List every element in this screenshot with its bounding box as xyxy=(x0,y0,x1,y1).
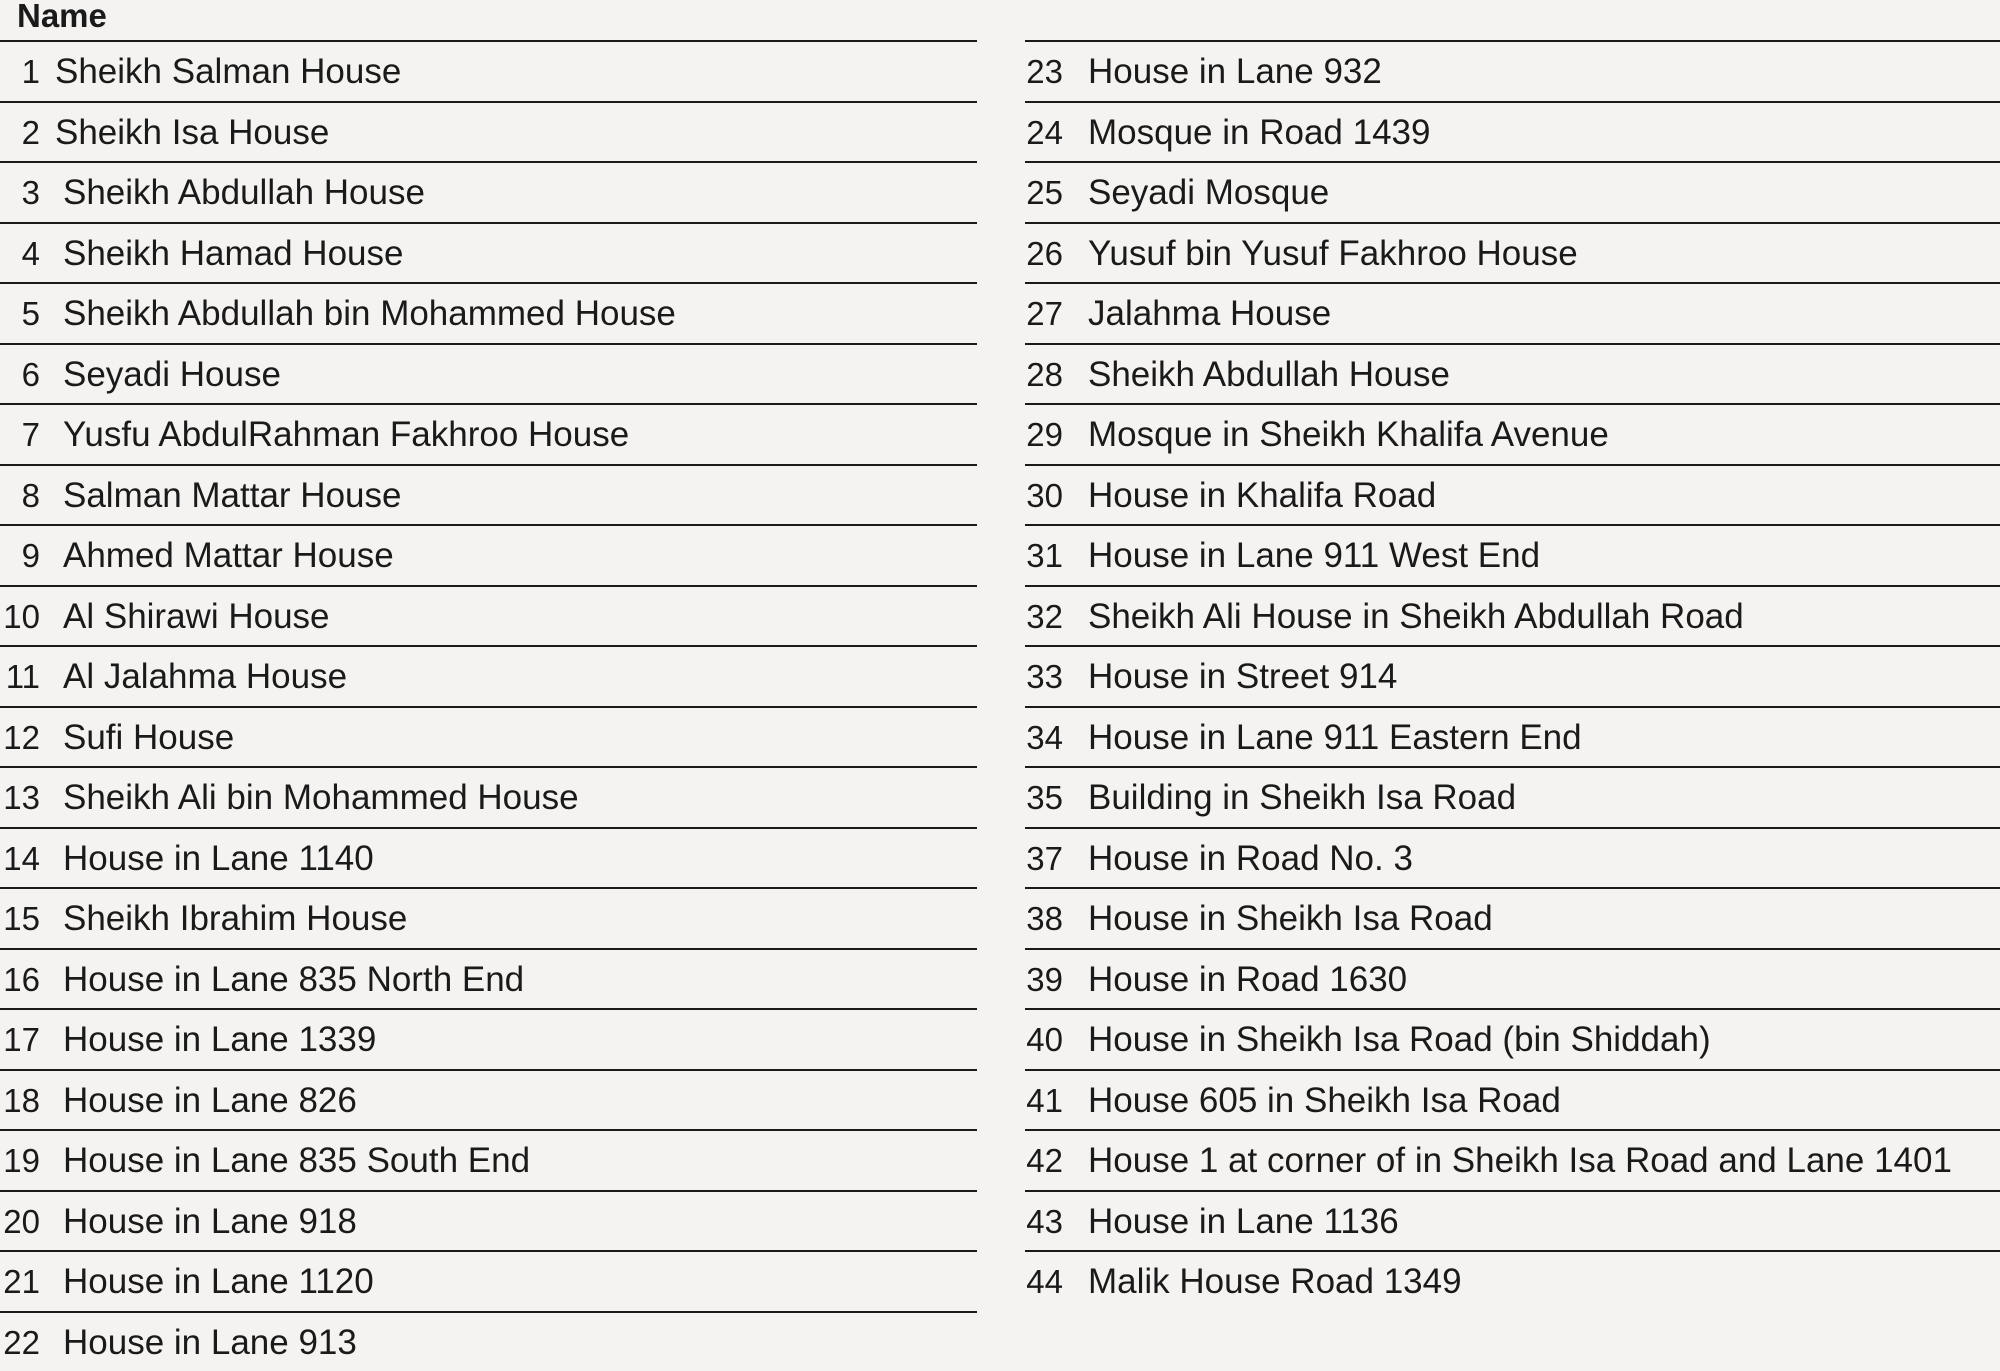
row-number: 4 xyxy=(0,232,40,276)
row-name: Sheikh Abdullah House xyxy=(1088,353,1450,397)
row-name: Mosque in Sheikh Khalifa Avenue xyxy=(1088,413,1609,457)
row-name: Sheikh Ali House in Sheikh Abdullah Road xyxy=(1088,595,1744,639)
table-row xyxy=(0,524,977,585)
row-number: 9 xyxy=(0,534,40,578)
table-row xyxy=(0,1250,977,1311)
table-row xyxy=(0,1129,977,1190)
row-name: House in Road 1630 xyxy=(1088,958,1407,1002)
row-number: 14 xyxy=(0,837,40,881)
table-row xyxy=(1025,887,2000,948)
row-name: House in Road No. 3 xyxy=(1088,837,1413,881)
row-name: Ahmed Mattar House xyxy=(63,534,394,578)
row-name: House in Lane 1120 xyxy=(63,1260,374,1304)
row-number: 22 xyxy=(0,1321,40,1365)
row-number: 21 xyxy=(0,1260,40,1304)
table-row xyxy=(0,464,977,525)
row-number: 28 xyxy=(1025,353,1063,397)
row-number: 1 xyxy=(0,50,40,94)
table-row xyxy=(0,887,977,948)
row-name: Al Jalahma House xyxy=(63,655,347,699)
row-name: House in Lane 918 xyxy=(63,1200,357,1244)
row-name: House in Lane 835 South End xyxy=(63,1139,530,1183)
table-row xyxy=(0,222,977,283)
table-row xyxy=(0,101,977,162)
table-row xyxy=(1025,585,2000,646)
table-header-name: Name xyxy=(17,0,107,36)
table-row xyxy=(0,1311,977,1371)
row-name: House in Lane 1140 xyxy=(63,837,374,881)
table-row xyxy=(0,403,977,464)
row-number: 19 xyxy=(0,1139,40,1183)
table-row xyxy=(1025,161,2000,222)
row-number: 18 xyxy=(0,1079,40,1123)
row-name: House in Lane 911 West End xyxy=(1088,534,1540,578)
row-name: House in Street 914 xyxy=(1088,655,1397,699)
row-number: 15 xyxy=(0,897,40,941)
row-name: Seyadi Mosque xyxy=(1088,171,1329,215)
row-name: Yusfu AbdulRahman Fakhroo House xyxy=(63,413,629,457)
row-number: 43 xyxy=(1025,1200,1063,1244)
row-name: Jalahma House xyxy=(1088,292,1331,336)
row-number: 41 xyxy=(1025,1079,1063,1123)
table-row xyxy=(1025,343,2000,404)
right-column-list xyxy=(1025,40,2000,1311)
row-number: 24 xyxy=(1025,111,1063,155)
row-name: Sheikh Salman House xyxy=(55,50,401,94)
row-name: Yusuf bin Yusuf Fakhroo House xyxy=(1088,232,1578,276)
table-row xyxy=(0,161,977,222)
row-number: 30 xyxy=(1025,474,1063,518)
row-name: House in Lane 911 Eastern End xyxy=(1088,716,1582,760)
row-name: Al Shirawi House xyxy=(63,595,330,639)
row-number: 42 xyxy=(1025,1139,1063,1183)
row-number: 27 xyxy=(1025,292,1063,336)
row-number: 11 xyxy=(0,655,40,699)
row-name: House in Lane 913 xyxy=(63,1321,357,1365)
row-name: Sheikh Ibrahim House xyxy=(63,897,407,941)
row-number: 5 xyxy=(0,292,40,336)
table-row xyxy=(1025,1008,2000,1069)
row-name: House in Sheikh Isa Road (bin Shiddah) xyxy=(1088,1018,1711,1062)
row-name: Mosque in Road 1439 xyxy=(1088,111,1430,155)
table-row xyxy=(0,827,977,888)
table-row xyxy=(0,766,977,827)
row-number: 13 xyxy=(0,776,40,820)
row-number: 26 xyxy=(1025,232,1063,276)
row-name: Sheikh Abdullah House xyxy=(63,171,425,215)
row-name: Sufi House xyxy=(63,716,234,760)
row-name: Building in Sheikh Isa Road xyxy=(1088,776,1516,820)
row-name: House in Khalifa Road xyxy=(1088,474,1436,518)
table-row xyxy=(1025,1129,2000,1190)
row-number: 2 xyxy=(0,111,40,155)
table-row xyxy=(1025,766,2000,827)
row-number: 35 xyxy=(1025,776,1063,820)
table-row xyxy=(1025,282,2000,343)
row-name: Sheikh Abdullah bin Mohammed House xyxy=(63,292,676,336)
row-number: 10 xyxy=(0,595,40,639)
row-number: 16 xyxy=(0,958,40,1002)
table-row xyxy=(0,343,977,404)
row-name: Sheikh Ali bin Mohammed House xyxy=(63,776,579,820)
row-name: House in Sheikh Isa Road xyxy=(1088,897,1493,941)
row-name: House 1 at corner of in Sheikh Isa Road and Lane 1401 xyxy=(1088,1139,1952,1183)
row-number: 29 xyxy=(1025,413,1063,457)
table-row xyxy=(1025,101,2000,162)
row-name: Seyadi House xyxy=(63,353,281,397)
row-number: 33 xyxy=(1025,655,1063,699)
row-number: 8 xyxy=(0,474,40,518)
row-number: 23 xyxy=(1025,50,1063,94)
row-name: House in Lane 932 xyxy=(1088,50,1382,94)
table-row xyxy=(1025,40,2000,101)
table-row xyxy=(1025,1190,2000,1251)
table-row xyxy=(1025,403,2000,464)
row-name: Sheikh Hamad House xyxy=(63,232,403,276)
row-number: 44 xyxy=(1025,1260,1063,1304)
table-row xyxy=(0,706,977,767)
table-row xyxy=(0,40,977,101)
table-row xyxy=(1025,464,2000,525)
table-row xyxy=(1025,222,2000,283)
table-row xyxy=(1025,827,2000,888)
row-number: 32 xyxy=(1025,595,1063,639)
table-row xyxy=(1025,948,2000,1009)
table-row xyxy=(0,282,977,343)
left-column-list xyxy=(0,40,977,1371)
row-number: 34 xyxy=(1025,716,1063,760)
row-number: 38 xyxy=(1025,897,1063,941)
row-name: Sheikh Isa House xyxy=(55,111,329,155)
row-number: 37 xyxy=(1025,837,1063,881)
table-row xyxy=(1025,645,2000,706)
table-row xyxy=(1025,1069,2000,1130)
table-row xyxy=(0,645,977,706)
row-name: House in Lane 835 North End xyxy=(63,958,524,1002)
table-row xyxy=(0,1069,977,1130)
row-number: 40 xyxy=(1025,1018,1063,1062)
table-row xyxy=(0,1190,977,1251)
row-name: House in Lane 1136 xyxy=(1088,1200,1399,1244)
row-number: 12 xyxy=(0,716,40,760)
table-row xyxy=(1025,524,2000,585)
row-name: House in Lane 1339 xyxy=(63,1018,376,1062)
row-name: House in Lane 826 xyxy=(63,1079,357,1123)
table-row xyxy=(1025,1250,2000,1311)
row-number: 7 xyxy=(0,413,40,457)
table-row xyxy=(0,585,977,646)
row-number: 25 xyxy=(1025,171,1063,215)
table-row xyxy=(0,948,977,1009)
table-row xyxy=(0,1008,977,1069)
row-number: 31 xyxy=(1025,534,1063,578)
row-number: 39 xyxy=(1025,958,1063,1002)
row-name: Salman Mattar House xyxy=(63,474,401,518)
row-number: 6 xyxy=(0,353,40,397)
row-name: House 605 in Sheikh Isa Road xyxy=(1088,1079,1561,1123)
row-number: 3 xyxy=(0,171,40,215)
row-number: 17 xyxy=(0,1018,40,1062)
table-row xyxy=(1025,706,2000,767)
row-number: 20 xyxy=(0,1200,40,1244)
row-name: Malik House Road 1349 xyxy=(1088,1260,1462,1304)
